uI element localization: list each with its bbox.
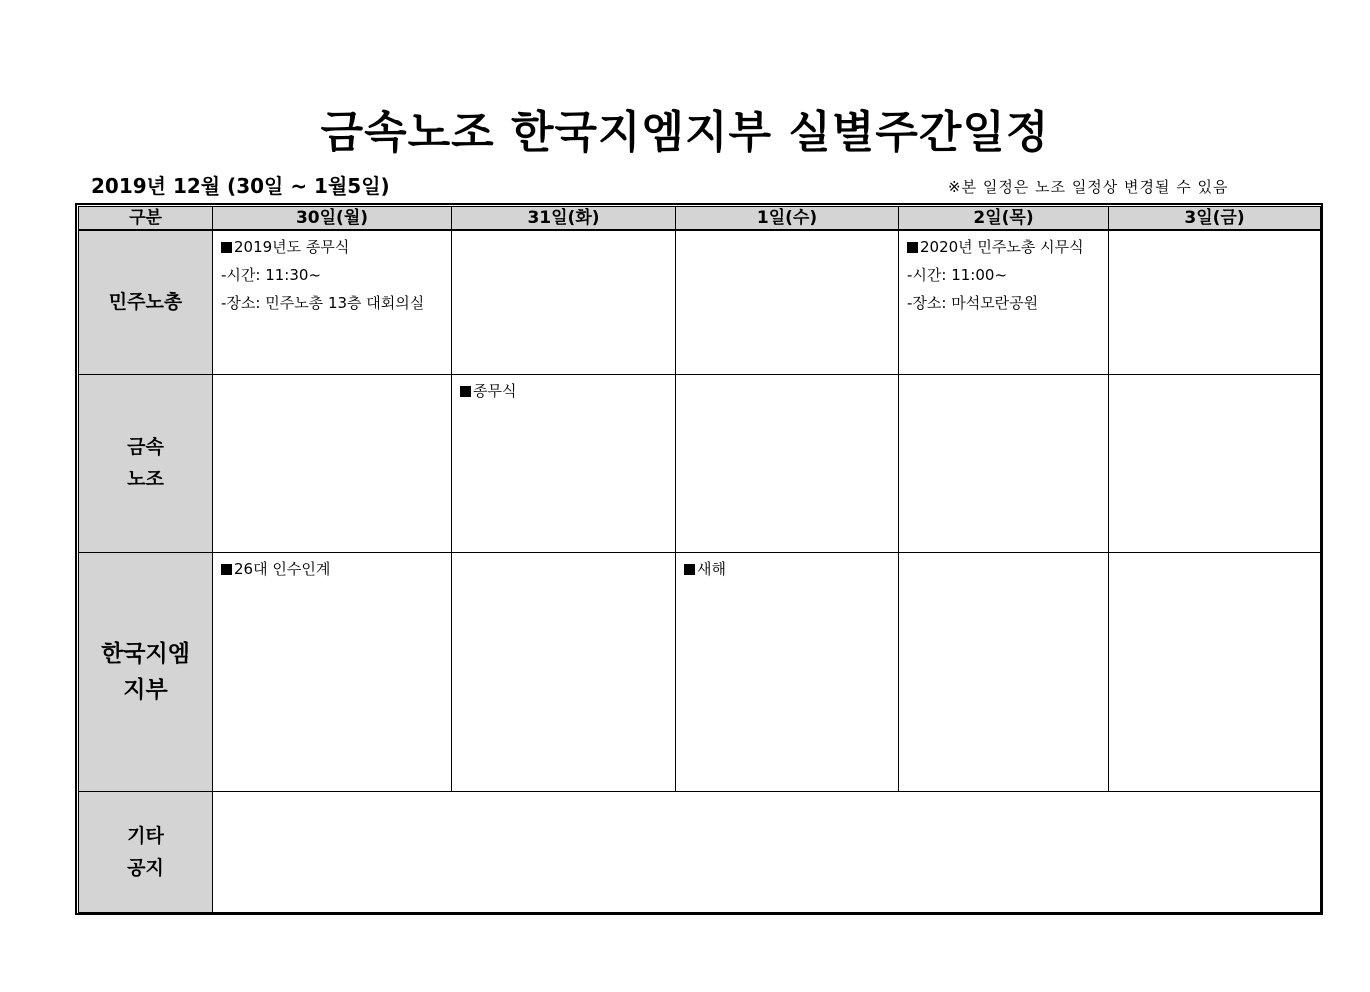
header-day-thu: 2일(목) (899, 207, 1109, 231)
header-day-mon: 30일(월) (213, 207, 452, 231)
table-row-gmkorea (79, 552, 1321, 791)
row-label-line2: 공지 (127, 856, 164, 879)
event-title-text: 2020년 민주노총 시무식 (920, 238, 1084, 256)
event-title-text: 새해 (697, 559, 726, 578)
page-title: 금속노조 한국지엠지부 실별주간일정 (320, 107, 1050, 158)
schedule-notice: ※본 일정은 노조 일정상 변경될 수 있음 (948, 178, 1229, 196)
header-row (79, 207, 1321, 231)
schedule-period: 2019년 12월 (30일 ~ 1월5일) (91, 174, 390, 198)
row-label-text: 민주노총 (108, 291, 183, 314)
cell-kmwu-wed (676, 374, 899, 552)
cell-gmkorea-fri (1109, 552, 1321, 791)
event-time: -시간: 11:30~ (221, 266, 322, 284)
row-label-line2: 지부 (123, 676, 168, 703)
cell-kctu-thu (899, 230, 1109, 374)
cell-gmkorea-mon (213, 552, 452, 791)
cell-kctu-wed (676, 230, 899, 374)
cell-kmwu-fri (1109, 374, 1321, 552)
bullet-square-icon (221, 242, 232, 253)
bullet-square-icon (684, 564, 695, 575)
row-label-kmwu (79, 374, 213, 552)
row-label-line1: 한국지엠 (101, 640, 190, 667)
cell-kmwu-mon (213, 374, 452, 552)
cell-etc-notice (213, 791, 1321, 912)
bullet-square-icon (221, 564, 232, 575)
cell-gmkorea-tue (452, 552, 676, 791)
event-time: -시간: 11:00~ (907, 266, 1008, 284)
row-label-line1: 기타 (127, 824, 164, 847)
cell-kctu-mon (213, 230, 452, 374)
cell-gmkorea-wed (676, 552, 899, 791)
cell-gmkorea-thu (899, 552, 1109, 791)
event-title (221, 233, 443, 261)
schedule-table-frame (75, 203, 1323, 915)
event-place: -장소: 민주노총 13층 대회의실 (221, 294, 425, 312)
event-title-text: 2019년도 종무식 (234, 238, 350, 256)
cell-kmwu-tue (452, 374, 676, 552)
event-title (684, 555, 890, 583)
event-title (460, 377, 667, 405)
event-title-text: 종무식 (473, 381, 517, 400)
row-label-kctu (79, 230, 213, 374)
table-row-etc (79, 791, 1321, 912)
event-title-text: 26대 인수인계 (234, 559, 331, 578)
header-day-wed: 1일(수) (676, 207, 899, 231)
schedule-table (78, 206, 1321, 913)
bullet-square-icon (907, 242, 918, 253)
event-place: -장소: 마석모란공원 (907, 294, 1039, 312)
row-label-etc (79, 791, 213, 912)
header-day-fri: 3일(금) (1109, 207, 1321, 231)
row-label-line1: 금속 (127, 436, 164, 458)
header-category: 구분 (79, 207, 213, 231)
event-title (907, 233, 1100, 261)
cell-kctu-tue (452, 230, 676, 374)
table-row-kctu (79, 230, 1321, 374)
cell-kmwu-thu (899, 374, 1109, 552)
bullet-square-icon (460, 386, 471, 397)
table-row-kmwu (79, 374, 1321, 552)
event-title (221, 555, 443, 583)
header-day-tue: 31일(화) (452, 207, 676, 231)
row-label-gmkorea (79, 552, 213, 791)
cell-kctu-fri (1109, 230, 1321, 374)
row-label-line2: 노조 (127, 468, 164, 490)
